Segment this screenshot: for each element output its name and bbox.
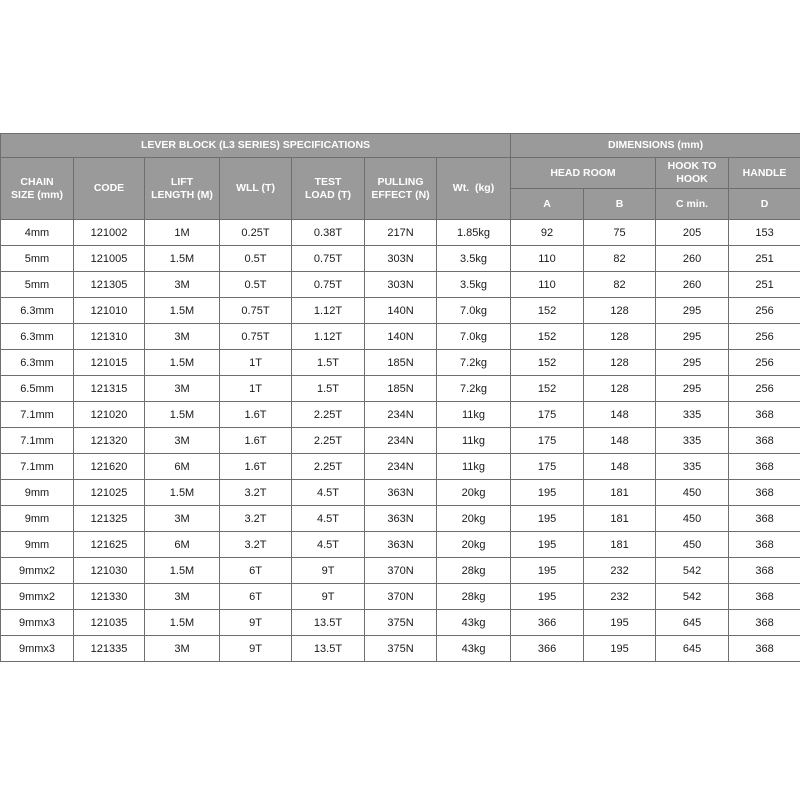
weight-cell: 3.5kg bbox=[437, 272, 511, 298]
chain-size-cell: 9mmx3 bbox=[1, 636, 74, 662]
lift-length-cell: 3M bbox=[145, 636, 220, 662]
dimensions-group-header: DIMENSIONS (mm) bbox=[511, 134, 800, 158]
dimension-c-cell: 295 bbox=[656, 350, 729, 376]
test-load-cell: 2.25T bbox=[292, 454, 365, 480]
code-cell: 121620 bbox=[74, 454, 145, 480]
chain-size-cell: 6.5mm bbox=[1, 376, 74, 402]
code-cell: 121005 bbox=[74, 246, 145, 272]
test-load-header: TEST LOAD (T) bbox=[292, 158, 365, 220]
dimension-b-cell: 181 bbox=[584, 480, 656, 506]
dimension-a-cell: 175 bbox=[511, 454, 584, 480]
test-load-cell: 0.75T bbox=[292, 246, 365, 272]
table-row bbox=[1, 428, 800, 454]
test-load-cell: 9T bbox=[292, 558, 365, 584]
dimension-b-cell: 148 bbox=[584, 402, 656, 428]
code-cell: 121320 bbox=[74, 428, 145, 454]
table-row bbox=[1, 272, 800, 298]
dimension-a-cell: 195 bbox=[511, 532, 584, 558]
pulling-effect-cell: 234N bbox=[365, 454, 437, 480]
dimension-c-cell: 335 bbox=[656, 454, 729, 480]
pulling-effect-cell: 303N bbox=[365, 272, 437, 298]
pulling-effect-cell: 375N bbox=[365, 636, 437, 662]
code-cell: 121325 bbox=[74, 506, 145, 532]
chain-size-cell: 9mm bbox=[1, 532, 74, 558]
dimension-d-cell: 251 bbox=[729, 246, 800, 272]
pulling-effect-cell: 140N bbox=[365, 298, 437, 324]
chain-size-cell: 7.1mm bbox=[1, 402, 74, 428]
lift-length-cell: 1.5M bbox=[145, 480, 220, 506]
pulling-effect-cell: 370N bbox=[365, 558, 437, 584]
weight-cell: 20kg bbox=[437, 532, 511, 558]
chain-size-cell: 5mm bbox=[1, 272, 74, 298]
dimension-d-cell: 368 bbox=[729, 558, 800, 584]
dimension-b-cell: 128 bbox=[584, 298, 656, 324]
table-row bbox=[1, 402, 800, 428]
pulling-effect-cell: 363N bbox=[365, 532, 437, 558]
pulling-effect-cell: 217N bbox=[365, 220, 437, 246]
dimension-d-cell: 368 bbox=[729, 610, 800, 636]
lift-length-cell: 6M bbox=[145, 454, 220, 480]
code-cell: 121305 bbox=[74, 272, 145, 298]
dimension-c-cell: 295 bbox=[656, 376, 729, 402]
test-load-cell: 13.5T bbox=[292, 636, 365, 662]
table-row bbox=[1, 506, 800, 532]
wll-cell: 0.25T bbox=[220, 220, 292, 246]
dimension-a-cell: 152 bbox=[511, 376, 584, 402]
dimension-a-cell: 152 bbox=[511, 298, 584, 324]
dimension-d-cell: 368 bbox=[729, 636, 800, 662]
dimension-a-cell: 195 bbox=[511, 506, 584, 532]
test-load-cell: 4.5T bbox=[292, 506, 365, 532]
table-row bbox=[1, 454, 800, 480]
wll-cell: 6T bbox=[220, 584, 292, 610]
chain-size-cell: 4mm bbox=[1, 220, 74, 246]
table-row bbox=[1, 610, 800, 636]
code-cell: 121020 bbox=[74, 402, 145, 428]
dimension-c-cell: 450 bbox=[656, 532, 729, 558]
dimension-d-cell: 368 bbox=[729, 402, 800, 428]
table-header bbox=[1, 134, 800, 220]
table-row bbox=[1, 584, 800, 610]
weight-cell: 28kg bbox=[437, 558, 511, 584]
code-cell: 121335 bbox=[74, 636, 145, 662]
lift-length-cell: 1.5M bbox=[145, 402, 220, 428]
weight-cell: 7.0kg bbox=[437, 324, 511, 350]
weight-cell: 43kg bbox=[437, 610, 511, 636]
dimension-b-cell: 128 bbox=[584, 376, 656, 402]
code-cell: 121625 bbox=[74, 532, 145, 558]
wll-cell: 1T bbox=[220, 376, 292, 402]
table-row bbox=[1, 324, 800, 350]
lift-length-cell: 3M bbox=[145, 428, 220, 454]
table-row bbox=[1, 558, 800, 584]
lift-length-cell: 3M bbox=[145, 272, 220, 298]
dimension-c-cell: 645 bbox=[656, 636, 729, 662]
weight-cell: 11kg bbox=[437, 454, 511, 480]
chain-size-cell: 7.1mm bbox=[1, 454, 74, 480]
dimension-a-cell: 195 bbox=[511, 480, 584, 506]
code-cell: 121330 bbox=[74, 584, 145, 610]
test-load-cell: 1.5T bbox=[292, 350, 365, 376]
code-cell: 121002 bbox=[74, 220, 145, 246]
wll-cell: 9T bbox=[220, 610, 292, 636]
test-load-cell: 13.5T bbox=[292, 610, 365, 636]
dimension-b-cell: 195 bbox=[584, 636, 656, 662]
dimension-c-cell: 450 bbox=[656, 506, 729, 532]
wll-cell: 0.5T bbox=[220, 272, 292, 298]
weight-cell: 3.5kg bbox=[437, 246, 511, 272]
chain-size-cell: 6.3mm bbox=[1, 298, 74, 324]
lift-length-cell: 3M bbox=[145, 376, 220, 402]
pulling-effect-header: PULLING EFFECT (N) bbox=[365, 158, 437, 220]
weight-cell: 7.0kg bbox=[437, 298, 511, 324]
chain-size-cell: 9mmx2 bbox=[1, 584, 74, 610]
chain-size-cell: 9mmx3 bbox=[1, 610, 74, 636]
dimension-b-cell: 128 bbox=[584, 324, 656, 350]
table-body bbox=[1, 220, 800, 662]
code-cell: 121010 bbox=[74, 298, 145, 324]
dimension-c-cell: 645 bbox=[656, 610, 729, 636]
dimension-a-cell: 175 bbox=[511, 402, 584, 428]
dimension-d-cell: 256 bbox=[729, 298, 800, 324]
weight-cell: 28kg bbox=[437, 584, 511, 610]
code-cell: 121310 bbox=[74, 324, 145, 350]
handle-header: HANDLE bbox=[729, 158, 800, 189]
wll-cell: 6T bbox=[220, 558, 292, 584]
test-load-cell: 1.12T bbox=[292, 324, 365, 350]
dimension-b-header: B bbox=[584, 189, 656, 220]
spec-group-header: LEVER BLOCK (L3 SERIES) SPECIFICATIONS bbox=[1, 134, 511, 158]
table-row bbox=[1, 298, 800, 324]
dimension-d-cell: 251 bbox=[729, 272, 800, 298]
code-cell: 121025 bbox=[74, 480, 145, 506]
lift-length-cell: 3M bbox=[145, 584, 220, 610]
chain-size-cell: 5mm bbox=[1, 246, 74, 272]
dimension-a-cell: 175 bbox=[511, 428, 584, 454]
test-load-cell: 2.25T bbox=[292, 428, 365, 454]
dimension-c-header: C min. bbox=[656, 189, 729, 220]
dimension-d-cell: 368 bbox=[729, 454, 800, 480]
dimension-d-cell: 368 bbox=[729, 584, 800, 610]
dimension-b-cell: 148 bbox=[584, 454, 656, 480]
weight-cell: 11kg bbox=[437, 402, 511, 428]
test-load-cell: 2.25T bbox=[292, 402, 365, 428]
lift-length-cell: 1M bbox=[145, 220, 220, 246]
code-cell: 121035 bbox=[74, 610, 145, 636]
dimension-b-cell: 128 bbox=[584, 350, 656, 376]
pulling-effect-cell: 234N bbox=[365, 428, 437, 454]
test-load-cell: 1.5T bbox=[292, 376, 365, 402]
wll-cell: 9T bbox=[220, 636, 292, 662]
table-row bbox=[1, 376, 800, 402]
pulling-effect-cell: 303N bbox=[365, 246, 437, 272]
lift-length-cell: 1.5M bbox=[145, 558, 220, 584]
dimension-b-cell: 232 bbox=[584, 558, 656, 584]
wll-cell: 0.75T bbox=[220, 298, 292, 324]
weight-cell: 1.85kg bbox=[437, 220, 511, 246]
wll-cell: 3.2T bbox=[220, 480, 292, 506]
code-header: CODE bbox=[74, 158, 145, 220]
dimension-d-cell: 368 bbox=[729, 480, 800, 506]
weight-cell: 20kg bbox=[437, 480, 511, 506]
pulling-effect-cell: 375N bbox=[365, 610, 437, 636]
pulling-effect-cell: 140N bbox=[365, 324, 437, 350]
head-room-header: HEAD ROOM bbox=[511, 158, 656, 189]
test-load-cell: 0.38T bbox=[292, 220, 365, 246]
dimension-a-cell: 152 bbox=[511, 324, 584, 350]
table-row bbox=[1, 532, 800, 558]
dimension-a-cell: 92 bbox=[511, 220, 584, 246]
dimension-a-cell: 195 bbox=[511, 584, 584, 610]
chain-size-cell: 6.3mm bbox=[1, 350, 74, 376]
table-row bbox=[1, 220, 800, 246]
test-load-cell: 9T bbox=[292, 584, 365, 610]
dimension-c-cell: 335 bbox=[656, 428, 729, 454]
dimension-d-cell: 368 bbox=[729, 532, 800, 558]
chain-size-cell: 7.1mm bbox=[1, 428, 74, 454]
table-row bbox=[1, 636, 800, 662]
dimension-b-cell: 195 bbox=[584, 610, 656, 636]
chain-size-header: CHAIN SIZE (mm) bbox=[1, 158, 74, 220]
dimension-d-header: D bbox=[729, 189, 800, 220]
dimension-d-cell: 256 bbox=[729, 324, 800, 350]
chain-size-cell: 6.3mm bbox=[1, 324, 74, 350]
dimension-c-cell: 205 bbox=[656, 220, 729, 246]
wll-cell: 1.6T bbox=[220, 402, 292, 428]
dimension-b-cell: 82 bbox=[584, 272, 656, 298]
dimension-c-cell: 295 bbox=[656, 324, 729, 350]
test-load-cell: 0.75T bbox=[292, 272, 365, 298]
test-load-cell: 4.5T bbox=[292, 532, 365, 558]
wll-cell: 1.6T bbox=[220, 454, 292, 480]
wll-header: WLL (T) bbox=[220, 158, 292, 220]
dimension-a-cell: 366 bbox=[511, 610, 584, 636]
dimension-b-cell: 75 bbox=[584, 220, 656, 246]
dimension-c-cell: 542 bbox=[656, 584, 729, 610]
chain-size-cell: 9mm bbox=[1, 506, 74, 532]
lift-length-cell: 1.5M bbox=[145, 350, 220, 376]
pulling-effect-cell: 185N bbox=[365, 350, 437, 376]
pulling-effect-cell: 363N bbox=[365, 506, 437, 532]
table-row bbox=[1, 350, 800, 376]
pulling-effect-cell: 370N bbox=[365, 584, 437, 610]
dimension-c-cell: 295 bbox=[656, 298, 729, 324]
lift-length-cell: 3M bbox=[145, 324, 220, 350]
dimension-a-cell: 152 bbox=[511, 350, 584, 376]
weight-cell: 11kg bbox=[437, 428, 511, 454]
dimension-d-cell: 256 bbox=[729, 376, 800, 402]
dimension-b-cell: 181 bbox=[584, 506, 656, 532]
weight-cell: 43kg bbox=[437, 636, 511, 662]
dimension-b-cell: 181 bbox=[584, 532, 656, 558]
lift-length-header: LIFT LENGTH (M) bbox=[145, 158, 220, 220]
dimension-a-cell: 366 bbox=[511, 636, 584, 662]
table-row bbox=[1, 246, 800, 272]
pulling-effect-cell: 185N bbox=[365, 376, 437, 402]
wll-cell: 3.2T bbox=[220, 532, 292, 558]
pulling-effect-cell: 234N bbox=[365, 402, 437, 428]
dimension-a-cell: 110 bbox=[511, 272, 584, 298]
wll-cell: 3.2T bbox=[220, 506, 292, 532]
dimension-d-cell: 368 bbox=[729, 506, 800, 532]
lift-length-cell: 1.5M bbox=[145, 610, 220, 636]
dimension-b-cell: 82 bbox=[584, 246, 656, 272]
dimension-c-cell: 260 bbox=[656, 246, 729, 272]
lift-length-cell: 3M bbox=[145, 506, 220, 532]
weight-header: Wt. (kg) bbox=[437, 158, 511, 220]
hook-to-hook-header: HOOK TO HOOK bbox=[656, 158, 729, 189]
table-row bbox=[1, 480, 800, 506]
dimension-a-cell: 195 bbox=[511, 558, 584, 584]
dimension-c-cell: 450 bbox=[656, 480, 729, 506]
dimension-a-cell: 110 bbox=[511, 246, 584, 272]
test-load-cell: 4.5T bbox=[292, 480, 365, 506]
dimension-c-cell: 335 bbox=[656, 402, 729, 428]
dimension-d-cell: 368 bbox=[729, 428, 800, 454]
weight-cell: 20kg bbox=[437, 506, 511, 532]
code-cell: 121030 bbox=[74, 558, 145, 584]
wll-cell: 0.75T bbox=[220, 324, 292, 350]
weight-cell: 7.2kg bbox=[437, 376, 511, 402]
dimension-c-cell: 542 bbox=[656, 558, 729, 584]
dimension-a-header: A bbox=[511, 189, 584, 220]
code-cell: 121315 bbox=[74, 376, 145, 402]
wll-cell: 0.5T bbox=[220, 246, 292, 272]
chain-size-cell: 9mm bbox=[1, 480, 74, 506]
lift-length-cell: 1.5M bbox=[145, 298, 220, 324]
dimension-c-cell: 260 bbox=[656, 272, 729, 298]
wll-cell: 1.6T bbox=[220, 428, 292, 454]
dimension-d-cell: 153 bbox=[729, 220, 800, 246]
dimension-b-cell: 232 bbox=[584, 584, 656, 610]
weight-cell: 7.2kg bbox=[437, 350, 511, 376]
code-cell: 121015 bbox=[74, 350, 145, 376]
wll-cell: 1T bbox=[220, 350, 292, 376]
dimension-b-cell: 148 bbox=[584, 428, 656, 454]
test-load-cell: 1.12T bbox=[292, 298, 365, 324]
lever-block-spec-table bbox=[0, 133, 800, 662]
lift-length-cell: 6M bbox=[145, 532, 220, 558]
chain-size-cell: 9mmx2 bbox=[1, 558, 74, 584]
lift-length-cell: 1.5M bbox=[145, 246, 220, 272]
dimension-d-cell: 256 bbox=[729, 350, 800, 376]
pulling-effect-cell: 363N bbox=[365, 480, 437, 506]
